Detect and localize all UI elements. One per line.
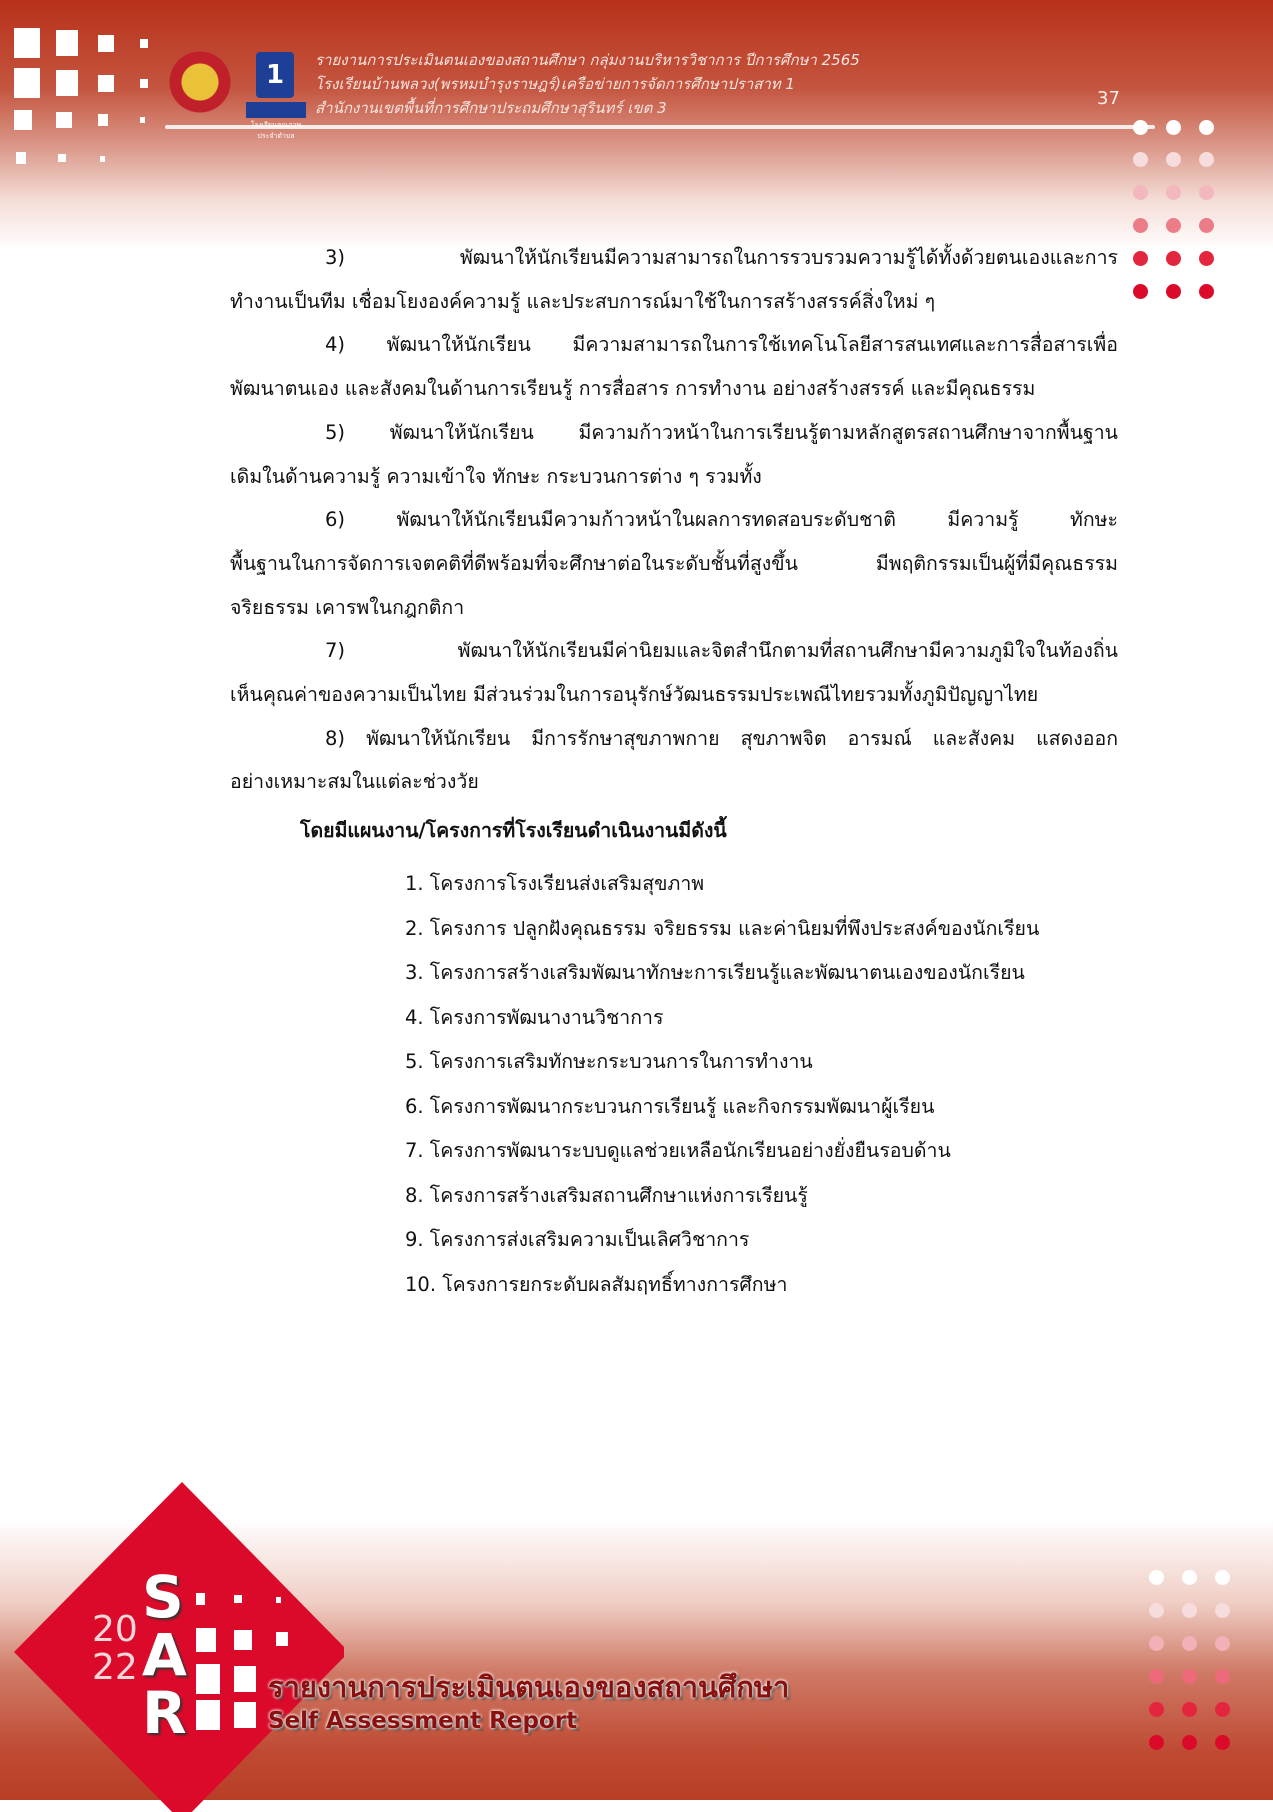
page-number: 37 — [1097, 88, 1120, 109]
text-line: 4) พัฒนาให้นักเรียน มีความสามารถในการใช้เทคโนโลยีสารสนเทศและการสื่อสารเพื่อ — [325, 333, 1118, 357]
header-divider — [165, 125, 1155, 129]
paragraph-3 — [230, 236, 1118, 323]
footer-title-english: Self Assessment Report — [268, 1708, 578, 1734]
footer-title-thai: รายงานการประเมินตนเองของสถานศึกษา — [268, 1670, 790, 1704]
paragraph-5 — [230, 411, 1118, 498]
header-report-title: รายงานการประเมินตนเองของสถานศึกษา กลุ่มงานบริหารวิชาการ ปีการศึกษา 2565 — [315, 51, 860, 69]
list-item: 3. โครงการสร้างเสริมพัฒนาทักษะการเรียนรู้และพัฒนาตนเองของนักเรียน — [405, 961, 1025, 984]
text-line: เดิมในด้านความรู้ ความเข้าใจ ทักษะ กระบวนการต่าง ๆ รวมทั้ง — [230, 464, 762, 488]
text-line: ทำงานเป็นทีม เชื่อมโยงองค์ความรู้ และประสบการณ์มาใช้ในการสร้างสรรค์สิ่งใหม่ ๆ — [230, 289, 936, 313]
header-text — [315, 48, 860, 120]
obec-emblem-logo — [168, 45, 232, 119]
text-line: พื้นฐานในการจัดการเจตคติที่ดีพร้อมที่จะศึกษาต่อในระดับชั้นที่สูงขึ้น มีพฤติกรรมเป็นผู้ที่มีคุณธรรม — [230, 551, 1118, 575]
sar-letter-a: A — [142, 1621, 187, 1689]
year-bottom: 22 — [92, 1647, 138, 1688]
text-line: จริยธรรม เคารพในกฎกติกา — [230, 595, 465, 619]
text-line: 8) พัฒนาให้นักเรียน มีการรักษาสุขภาพกาย สุขภาพจิต อารมณ์ และสังคม แสดงออก — [325, 726, 1118, 750]
logo-caption: โรงเรียนคุณภาพประจำตำบล — [250, 121, 302, 140]
text-line: 5) พัฒนาให้นักเรียน มีความก้าวหน้าในการเรียนรู้ตามหลักสูตรสถานศึกษาจากพื้นฐาน — [325, 420, 1118, 444]
paragraph-6 — [230, 498, 1118, 629]
sar-letter-r: R — [142, 1679, 187, 1747]
list-item: 2. โครงการ ปลูกฝังคุณธรรม จริยธรรม และค่านิยมที่พึงประสงค์ของนักเรียน — [405, 916, 1040, 940]
text-line: 6) พัฒนาให้นักเรียนมีความก้าวหน้าในผลการทดสอบระดับชาติ มีความรู้ ทักษะ — [325, 508, 1118, 532]
text-line: เห็นคุณค่าของความเป็นไทย มีส่วนร่วมในการอนุรักษ์วัฒนธรรมประเพณีไทยรวมทั้งภูมิปัญญาไทย — [230, 683, 1039, 707]
list-item: 5. โครงการเสริมทักษะกระบวนการในการทำงาน — [405, 1050, 813, 1073]
text-line: 7) พัฒนาให้นักเรียนมีค่านิยมและจิตสำนึกตามที่สถานศึกษามีความภูมิใจในท้องถิ่น — [325, 639, 1118, 663]
body-paragraphs — [230, 236, 1118, 804]
list-item: 1. โครงการโรงเรียนส่งเสริมสุขภาพ — [405, 872, 705, 895]
text-line: อย่างเหมาะสมในแต่ละช่วงวัย — [230, 770, 479, 794]
paragraph-8 — [230, 717, 1118, 804]
text-line: 3) พัฒนาให้นักเรียนมีความสามารถในการรวบรวมความรู้ได้ทั้งด้วยตนเองและการ — [325, 246, 1118, 269]
list-item: 10. โครงการยกระดับผลสัมฤทธิ์ทางการศึกษา — [405, 1272, 788, 1296]
sar-letter-s: S — [142, 1563, 184, 1631]
list-item: 6. โครงการพัฒนากระบวนการเรียนรู้ และกิจกรรมพัฒนาผู้เรียน — [405, 1094, 935, 1118]
projects-heading: โดยมีแผนงาน/โครงการที่โรงเรียนดำเนินงานมีดังนี้ — [300, 819, 727, 842]
list-item: 7. โครงการพัฒนาระบบดูแลช่วยเหลือนักเรียนอย่างยั่งยืนรอบด้าน — [405, 1139, 951, 1162]
header-school-name: โรงเรียนบ้านพลวง(พรหมบำรุงราษฎร์)เครือข่ายการจัดการศึกษาปราสาท 1 — [315, 75, 795, 93]
quality-school-logo: 1 — [246, 44, 306, 120]
list-item: 8. โครงการสร้างเสริมสถานศึกษาแห่งการเรียนรู้ — [405, 1183, 808, 1207]
list-item: 4. โครงการพัฒนางานวิชาการ — [405, 1005, 664, 1029]
year-top: 20 — [92, 1609, 138, 1650]
paragraph-7 — [230, 629, 1118, 716]
paragraph-4 — [230, 323, 1118, 410]
header-office-name: สำนักงานเขตพื้นที่การศึกษาประถมศึกษาสุรินทร์ เขต 3 — [315, 99, 667, 117]
text-line: พัฒนาตนเอง และสังคมในด้านการเรียนรู้ การสื่อสาร การทำงาน อย่างสร้างสรรค์ และมีคุณธรรม — [230, 377, 1036, 401]
projects-list — [405, 862, 1039, 1307]
list-item: 9. โครงการส่งเสริมความเป็นเลิศวิชาการ — [405, 1228, 750, 1251]
